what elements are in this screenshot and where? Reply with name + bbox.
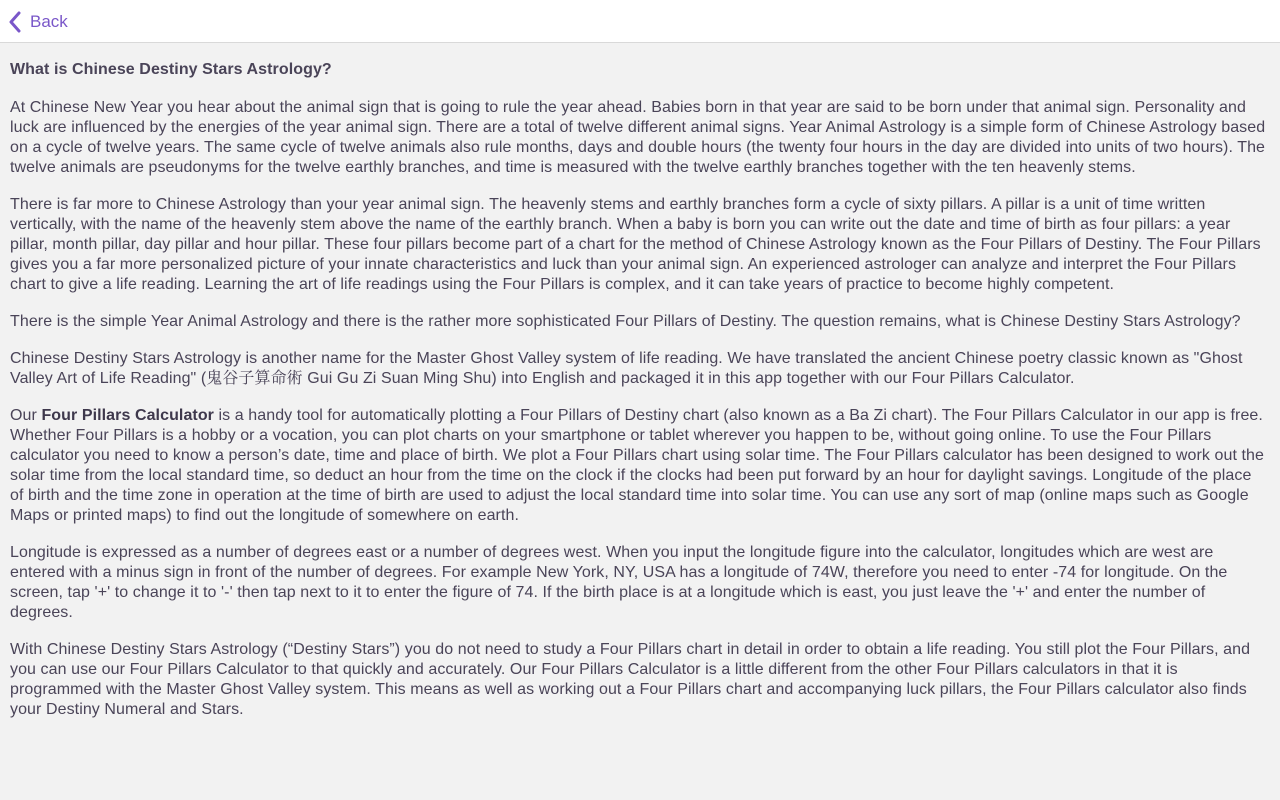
top-bar xyxy=(0,0,1280,43)
back-label: Back xyxy=(30,12,68,31)
article-content[interactable] xyxy=(10,58,1268,800)
paragraph-5-body: is a handy tool for automatically plotting a Four Pillars of Destiny chart (also known as a Ba Zi chart). The Four Pillars Calculator in our app is free. Whether Four Pillars is a hobby or a vocation, you can plot charts on your smartphone or tablet wherever you happen to be, without going online. To use the Four Pillars calculator you need to know a person’s date, time and place of birth. We plot a Four Pillars chart using solar time. The Four Pillars calculator has been designed to work out the solar time from the local standard time, so deduct an hour from the time on the clock if the clocks had been put forward by an hour for daylight savings. Longitude of the place of birth and the time zone in operation at the time of birth are used to adjust the local standard time into solar time. You can use any sort of map (online maps such as Google Maps or printed maps) to find out the longitude of somewhere on earth. xyxy=(10,407,1265,524)
four-pillars-calculator-term: Four Pillars Calculator xyxy=(41,407,214,424)
paragraph-7: With Chinese Destiny Stars Astrology (“Destiny Stars”) you do not need to study a Four Pillars chart in detail in order to obtain a life reading. You still plot the Four Pillars, and you can use our Four Pillars Calculator to that quickly and accurately. Our Four Pillars Calculator is a little different from the other Four Pillars calculators in that it is programmed with the Master Ghost Valley system. This means as well as working out a Four Pillars chart and accompanying luck pillars, the Four Pillars calculator also finds your Destiny Numeral and Stars. xyxy=(10,641,1251,718)
paragraph-4: Chinese Destiny Stars Astrology is another name for the Master Ghost Valley system of life reading. We have translated the ancient Chinese poetry classic known as "Ghost Valley Art of Life Reading" (鬼谷子算命術 Gui Gu Zi Suan Ming Shu) into English and packaged it in this app together with our Four Pillars Calculator. xyxy=(10,350,1243,387)
paragraph-5 xyxy=(10,406,1268,526)
paragraph-2: There is far more to Chinese Astrology than your year animal sign. The heavenly stems and earthly branches form a cycle of sixty pillars. A pillar is a unit of time written vertically, with the name of the heavenly stem above the name of the earthly branch. When a baby is born you can write out the date and time of birth as four pillars: a year pillar, month pillar, day pillar and hour pillar. These four pillars become part of a chart for the method of Chinese Astrology known as the Four Pillars of Destiny. The Four Pillars gives you a far more personalized picture of your innate characteristics and luck than your animal sign. An experienced astrologer can analyze and interpret the Four Pillars chart to give a life reading. Learning the art of life readings using the Four Pillars is complex, and it can take years of practice to become highly competent. xyxy=(10,196,1261,293)
paragraph-1: At Chinese New Year you hear about the animal sign that is going to rule the year ahead. Babies born in that year are said to be born under that animal sign. Personality and luck are influenced by the energies of the year animal sign. There are a total of twelve different animal signs. Year Animal Astrology is a simple form of Chinese Astrology based on a cycle of twelve years. The same cycle of twelve animals also rule months, days and double hours (the twenty four hours in the day are divided into units of two hours). The twelve animals are pseudonyms for the twelve earthly branches, and time is measured with the twelve earthly branches together with the ten heavenly stems. xyxy=(10,99,1266,176)
chevron-left-icon xyxy=(8,11,22,33)
paragraph-3: There is the simple Year Animal Astrology and there is the rather more sophisticated Four Pillars of Destiny. The question remains, what is Chinese Destiny Stars Astrology? xyxy=(10,313,1241,330)
article-title: What is Chinese Destiny Stars Astrology? xyxy=(10,61,332,78)
paragraph-5-prefix: Our xyxy=(10,407,42,424)
back-button[interactable] xyxy=(8,9,68,35)
paragraph-6: Longitude is expressed as a number of degrees east or a number of degrees west. When you input the longitude figure into the calculator, longitudes which are west are entered with a minus sign in front of the number of degrees. For example New York, NY, USA has a longitude of 74W, therefore you need to enter -74 for longitude. On the screen, tap '+' to change it to '-' then tap next to it to enter the figure of 74. If the birth place is at a longitude which is east, you just leave the '+' and enter the number of degrees. xyxy=(10,544,1228,621)
